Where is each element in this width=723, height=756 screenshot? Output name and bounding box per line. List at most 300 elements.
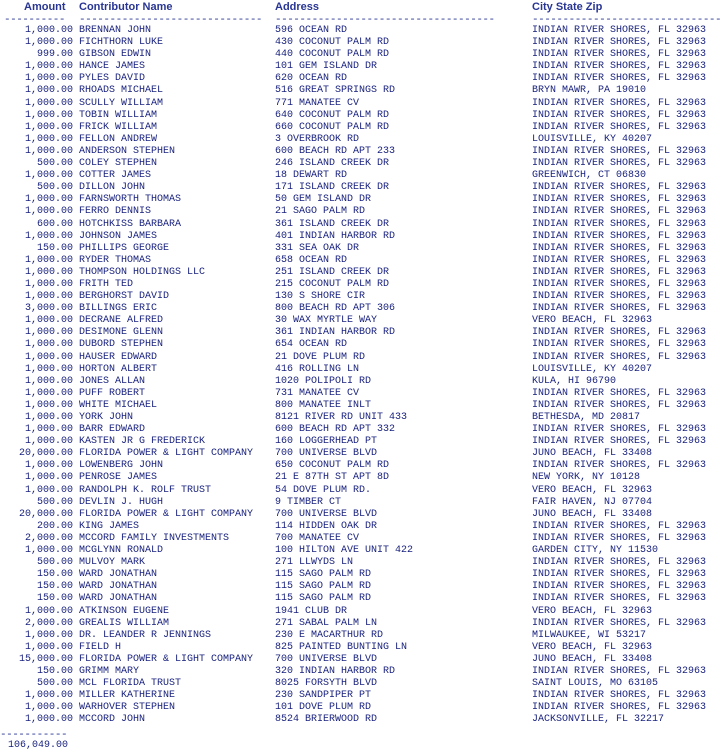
contributor-name-cell: MCCORD FAMILY INVESTMENTS <box>79 532 230 544</box>
amount-cell: 1,000.00 <box>24 460 73 472</box>
amount-cell: 150.00 <box>36 242 73 254</box>
address-cell: 246 ISLAND CREEK DR <box>275 158 390 170</box>
city-state-zip-cell: INDIAN RIVER SHORES, FL 32963 <box>532 49 707 61</box>
city-state-zip-cell: INDIAN RIVER SHORES, FL 32963 <box>532 97 707 109</box>
amount-cell: 1,000.00 <box>24 629 73 641</box>
contributor-name-cell: BILLINGS ERIC <box>79 303 158 315</box>
amount-cell: 1,000.00 <box>24 194 73 206</box>
amount-cell: 1,000.00 <box>24 133 73 145</box>
amount-cell: 2,000.00 <box>24 532 73 544</box>
amount-cell: 1,000.00 <box>24 266 73 278</box>
table-row <box>0 170 723 182</box>
address-cell: 660 COCONUT PALM RD <box>275 121 390 133</box>
address-cell: 271 LLWYDS LN <box>275 557 354 569</box>
contributor-name-cell: DEVLIN J. HUGH <box>79 496 164 508</box>
contributor-name-cell: PYLES DAVID <box>79 73 146 85</box>
city-state-zip-cell: BRYN MAWR, PA 19010 <box>532 85 647 97</box>
address-cell: 130 S SHORE CIR <box>275 291 366 303</box>
address-cell: 800 MANATEE INLT <box>275 399 372 411</box>
address-cell: 271 SABAL PALM LN <box>275 617 378 629</box>
contributor-name-cell: FELLON ANDREW <box>79 133 158 145</box>
table-row <box>0 49 723 61</box>
amount-cell: 1,000.00 <box>24 714 73 726</box>
address-cell: 800 BEACH RD APT 306 <box>275 303 396 315</box>
contributor-name-cell: MCCORD JOHN <box>79 714 146 726</box>
table-row <box>0 327 723 339</box>
amount-cell: 600.00 <box>36 218 73 230</box>
city-state-zip-cell: INDIAN RIVER SHORES, FL 32963 <box>532 690 707 702</box>
city-state-zip-cell: INDIAN RIVER SHORES, FL 32963 <box>532 230 707 242</box>
table-row <box>0 37 723 49</box>
address-cell: 30 WAX MYRTLE WAY <box>275 315 378 327</box>
contributor-name-cell: FLORIDA POWER & LIGHT COMPANY <box>79 508 254 520</box>
city-state-zip-cell: JACKSONVILLE, FL 32217 <box>532 714 665 726</box>
contributor-name-cell: HANCE JAMES <box>79 61 146 73</box>
city-state-zip-cell: INDIAN RIVER SHORES, FL 32963 <box>532 303 707 315</box>
contributor-name-cell: ANDERSON STEPHEN <box>79 145 176 157</box>
contributor-name-cell: HAUSER EDWARD <box>79 351 158 363</box>
contributor-name-cell: DILLON JOHN <box>79 182 146 194</box>
table-row <box>0 400 723 412</box>
table-row <box>0 654 723 666</box>
address-cell: 658 OCEAN RD <box>275 254 348 266</box>
address-cell: 650 COCONUT PALM RD <box>275 460 390 472</box>
table-row <box>0 509 723 521</box>
address-cell: 771 MANATEE CV <box>275 97 360 109</box>
city-state-zip-cell: VERO BEACH, FL 32963 <box>532 641 653 653</box>
contributor-name-cell: WARHOVER STEPHEN <box>79 702 176 714</box>
address-cell: 361 INDIAN HARBOR RD <box>275 327 396 339</box>
address-cell: 516 GREAT SPRINGS RD <box>275 85 396 97</box>
amount-cell: 150.00 <box>36 593 73 605</box>
amount-cell: 1,000.00 <box>24 145 73 157</box>
table-row <box>0 339 723 351</box>
contributor-name-cell: FERRO DENNIS <box>79 206 152 218</box>
address-cell: 1941 CLUB DR <box>275 605 348 617</box>
table-row <box>0 557 723 569</box>
amount-cell: 1,000.00 <box>24 278 73 290</box>
contributor-name-cell: FLORIDA POWER & LIGHT COMPANY <box>79 448 254 460</box>
city-state-zip-cell: INDIAN RIVER SHORES, FL 32963 <box>532 581 707 593</box>
city-state-zip-cell: JUNO BEACH, FL 33408 <box>532 508 653 520</box>
table-row <box>0 690 723 702</box>
amount-cell: 500.00 <box>36 678 73 690</box>
amount-cell: 1,000.00 <box>24 254 73 266</box>
address-cell: 171 ISLAND CREEK DR <box>275 182 390 194</box>
city-state-zip-cell: INDIAN RIVER SHORES, FL 32963 <box>532 520 707 532</box>
contributor-name-cell: FIELD H <box>79 641 122 653</box>
amount-cell: 1,000.00 <box>24 315 73 327</box>
amount-cell: 1,000.00 <box>24 690 73 702</box>
table-row <box>0 412 723 424</box>
table-row <box>0 73 723 85</box>
header-city-state-zip: City State Zip <box>532 1 603 13</box>
contributor-name-cell: ATKINSON EUGENE <box>79 605 170 617</box>
address-cell: 50 GEM ISLAND DR <box>275 194 372 206</box>
contributor-name-cell: COLEY STEPHEN <box>79 158 158 170</box>
rule-address: ------------------------------------ <box>275 14 495 26</box>
contributor-name-cell: DESIMONE GLENN <box>79 327 164 339</box>
address-cell: 8025 FORSYTH BLVD <box>275 678 378 690</box>
amount-cell: 1,000.00 <box>24 484 73 496</box>
address-cell: 115 SAGO PALM RD <box>275 593 372 605</box>
amount-cell: 500.00 <box>36 557 73 569</box>
table-row <box>0 182 723 194</box>
contributor-name-cell: MULVOY MARK <box>79 557 146 569</box>
city-state-zip-cell: LOUISVILLE, KY 40207 <box>532 133 653 145</box>
rule-total: ----------- <box>0 729 68 741</box>
amount-cell: 1,000.00 <box>24 351 73 363</box>
contributor-name-cell: FARNSWORTH THOMAS <box>79 194 182 206</box>
table-row <box>0 122 723 134</box>
contributor-name-cell: RANDOLPH K. ROLF TRUST <box>79 484 212 496</box>
table-row <box>0 267 723 279</box>
city-state-zip-cell: FAIR HAVEN, NJ 07704 <box>532 496 653 508</box>
city-state-zip-cell: INDIAN RIVER SHORES, FL 32963 <box>532 242 707 254</box>
amount-cell: 1,000.00 <box>24 61 73 73</box>
contributor-name-cell: BERGHORST DAVID <box>79 291 170 303</box>
table-row <box>0 533 723 545</box>
address-cell: 731 MANATEE CV <box>275 387 360 399</box>
address-cell: 21 DOVE PLUM RD <box>275 351 366 363</box>
amount-cell: 3,000.00 <box>24 303 73 315</box>
city-state-zip-cell: INDIAN RIVER SHORES, FL 32963 <box>532 73 707 85</box>
contributor-name-cell: THOMPSON HOLDINGS LLC <box>79 266 206 278</box>
city-state-zip-cell: INDIAN RIVER SHORES, FL 32963 <box>532 291 707 303</box>
contributor-name-cell: TOBIN WILLIAM <box>79 109 158 121</box>
contributor-name-cell: WHITE MICHAEL <box>79 399 158 411</box>
city-state-zip-cell: INDIAN RIVER SHORES, FL 32963 <box>532 158 707 170</box>
amount-cell: 1,000.00 <box>24 436 73 448</box>
table-row <box>0 678 723 690</box>
city-state-zip-cell: INDIAN RIVER SHORES, FL 32963 <box>532 61 707 73</box>
amount-cell: 1,000.00 <box>24 472 73 484</box>
city-state-zip-cell: JUNO BEACH, FL 33408 <box>532 448 653 460</box>
amount-cell: 1,000.00 <box>24 545 73 557</box>
address-cell: 9 TIMBER CT <box>275 496 342 508</box>
city-state-zip-cell: INDIAN RIVER SHORES, FL 32963 <box>532 399 707 411</box>
address-cell: 320 INDIAN HARBOR RD <box>275 665 396 677</box>
city-state-zip-cell: MILWAUKEE, WI 53217 <box>532 629 647 641</box>
contributor-name-cell: FRICK WILLIAM <box>79 121 158 133</box>
amount-cell: 1,000.00 <box>24 641 73 653</box>
amount-cell: 150.00 <box>36 665 73 677</box>
table-row <box>0 291 723 303</box>
contributor-name-cell: GIBSON EDWIN <box>79 49 152 61</box>
amount-cell: 15,000.00 <box>18 653 73 665</box>
address-cell: 825 PAINTED BUNTING LN <box>275 641 408 653</box>
address-cell: 8121 RIVER RD UNIT 433 <box>275 412 408 423</box>
contributor-name-cell: BRENNAN JOHN <box>79 25 152 36</box>
address-cell: 54 DOVE PLUM RD. <box>275 484 372 496</box>
contributor-name-cell: SCULLY WILLIAM <box>79 97 164 109</box>
contributor-name-cell: MCL FLORIDA TRUST <box>79 678 182 690</box>
amount-cell: 1,000.00 <box>24 97 73 109</box>
contribution-rows <box>0 25 723 726</box>
table-row <box>0 545 723 557</box>
table-row <box>0 521 723 533</box>
amount-cell: 1,000.00 <box>24 399 73 411</box>
address-cell: 596 OCEAN RD <box>275 25 348 36</box>
table-row <box>0 194 723 206</box>
contributor-name-cell: BARR EDWARD <box>79 424 146 436</box>
address-cell: 700 MANATEE CV <box>275 532 360 544</box>
amount-cell: 500.00 <box>36 158 73 170</box>
address-cell: 700 UNIVERSE BLVD <box>275 653 378 665</box>
contributor-name-cell: HOTCHKISS BARBARA <box>79 218 182 230</box>
amount-cell: 20,000.00 <box>18 508 73 520</box>
contributor-name-cell: JOHNSON JAMES <box>79 230 158 242</box>
amount-cell: 1,000.00 <box>24 363 73 375</box>
address-cell: 640 COCONUT PALM RD <box>275 109 390 121</box>
address-cell: 416 ROLLING LN <box>275 363 360 375</box>
amount-cell: 1,000.00 <box>24 412 73 423</box>
table-row <box>0 388 723 400</box>
city-state-zip-cell: GARDEN CITY, NY 11530 <box>532 545 659 557</box>
address-cell: 440 COCONUT PALM RD <box>275 49 390 61</box>
city-state-zip-cell: INDIAN RIVER SHORES, FL 32963 <box>532 702 707 714</box>
amount-cell: 1,000.00 <box>24 206 73 218</box>
amount-cell: 1,000.00 <box>24 702 73 714</box>
address-cell: 654 OCEAN RD <box>275 339 348 351</box>
city-state-zip-cell: INDIAN RIVER SHORES, FL 32963 <box>532 266 707 278</box>
city-state-zip-cell: INDIAN RIVER SHORES, FL 32963 <box>532 25 707 36</box>
table-row <box>0 25 723 37</box>
amount-cell: 1,000.00 <box>24 73 73 85</box>
contributor-name-cell: COTTER JAMES <box>79 170 152 182</box>
contributor-name-cell: WARD JONATHAN <box>79 569 158 581</box>
city-state-zip-cell: INDIAN RIVER SHORES, FL 32963 <box>532 254 707 266</box>
address-cell: 700 UNIVERSE BLVD <box>275 448 378 460</box>
amount-cell: 150.00 <box>36 581 73 593</box>
address-cell: 21 E 87TH ST APT 8D <box>275 472 390 484</box>
amount-cell: 1,000.00 <box>24 230 73 242</box>
table-row <box>0 497 723 509</box>
contributor-name-cell: FICHTHORN LUKE <box>79 37 164 49</box>
contributor-name-cell: WARD JONATHAN <box>79 593 158 605</box>
table-row <box>0 98 723 110</box>
table-row <box>0 642 723 654</box>
city-state-zip-cell: VERO BEACH, FL 32963 <box>532 605 653 617</box>
city-state-zip-cell: INDIAN RIVER SHORES, FL 32963 <box>532 424 707 436</box>
address-cell: 115 SAGO PALM RD <box>275 569 372 581</box>
amount-cell: 1,000.00 <box>24 121 73 133</box>
address-cell: 230 SANDPIPER PT <box>275 690 372 702</box>
contributor-name-cell: KING JAMES <box>79 520 140 532</box>
contributor-name-cell: HORTON ALBERT <box>79 363 158 375</box>
contributor-name-cell: GREALIS WILLIAM <box>79 617 170 629</box>
address-cell: 115 SAGO PALM RD <box>275 581 372 593</box>
contributor-name-cell: FRITH TED <box>79 278 134 290</box>
city-state-zip-cell: INDIAN RIVER SHORES, FL 32963 <box>532 182 707 194</box>
contributor-name-cell: DECRANE ALFRED <box>79 315 164 327</box>
amount-cell: 1,000.00 <box>24 109 73 121</box>
table-row <box>0 231 723 243</box>
address-cell: 3 OVERBROOK RD <box>275 133 360 145</box>
table-row <box>0 315 723 327</box>
amount-cell: 1,000.00 <box>24 339 73 351</box>
city-state-zip-cell: INDIAN RIVER SHORES, FL 32963 <box>532 121 707 133</box>
table-row <box>0 134 723 146</box>
address-cell: 160 LOGGERHEAD PT <box>275 436 378 448</box>
contributor-name-cell: PUFF ROBERT <box>79 387 146 399</box>
address-cell: 101 DOVE PLUM RD <box>275 702 372 714</box>
table-row <box>0 630 723 642</box>
total-amount: 106,049.00 <box>8 740 69 751</box>
rule-amount: ---------- <box>4 14 66 26</box>
table-row <box>0 255 723 267</box>
contributor-name-cell: PHILLIPS GEORGE <box>79 242 170 254</box>
city-state-zip-cell: INDIAN RIVER SHORES, FL 32963 <box>532 665 707 677</box>
contributor-name-cell: WARD JONATHAN <box>79 581 158 593</box>
city-state-zip-cell: INDIAN RIVER SHORES, FL 32963 <box>532 593 707 605</box>
city-state-zip-cell: INDIAN RIVER SHORES, FL 32963 <box>532 206 707 218</box>
amount-cell: 1,000.00 <box>24 291 73 303</box>
table-row <box>0 158 723 170</box>
city-state-zip-cell: SAINT LOUIS, MO 63105 <box>532 678 659 690</box>
address-cell: 620 OCEAN RD <box>275 73 348 85</box>
amount-cell: 1,000.00 <box>24 85 73 97</box>
amount-cell: 500.00 <box>36 496 73 508</box>
contributor-name-cell: LOWENBERG JOHN <box>79 460 164 472</box>
address-cell: 100 HILTON AVE UNIT 422 <box>275 545 414 557</box>
city-state-zip-cell: INDIAN RIVER SHORES, FL 32963 <box>532 436 707 448</box>
address-cell: 230 E MACARTHUR RD <box>275 629 384 641</box>
contributor-name-cell: YORK JOHN <box>79 412 134 423</box>
table-row <box>0 219 723 231</box>
contributor-name-cell: RYDER THOMAS <box>79 254 152 266</box>
city-state-zip-cell: VERO BEACH, FL 32963 <box>532 484 653 496</box>
header-address: Address <box>275 1 320 13</box>
city-state-zip-cell: INDIAN RIVER SHORES, FL 32963 <box>532 194 707 206</box>
city-state-zip-cell: JUNO BEACH, FL 33408 <box>532 653 653 665</box>
table-row <box>0 61 723 73</box>
table-row <box>0 569 723 581</box>
city-state-zip-cell: INDIAN RIVER SHORES, FL 32963 <box>532 387 707 399</box>
table-row <box>0 593 723 605</box>
amount-cell: 20,000.00 <box>18 448 73 460</box>
table-row <box>0 352 723 364</box>
contributor-name-cell: DUBORD STEPHEN <box>79 339 164 351</box>
address-cell: 700 UNIVERSE BLVD <box>275 508 378 520</box>
address-cell: 1020 POLIPOLI RD <box>275 375 372 387</box>
city-state-zip-cell: INDIAN RIVER SHORES, FL 32963 <box>532 569 707 581</box>
address-cell: 251 ISLAND CREEK DR <box>275 266 390 278</box>
city-state-zip-cell: LOUISVILLE, KY 40207 <box>532 363 653 375</box>
table-row <box>0 303 723 315</box>
table-row <box>0 702 723 714</box>
contributor-name-cell: PENROSE JAMES <box>79 472 158 484</box>
rule-contributor: ------------------------------ <box>79 14 263 26</box>
address-cell: 101 GEM ISLAND DR <box>275 61 378 73</box>
contributor-name-cell: GRIMM MARY <box>79 665 140 677</box>
amount-cell: 2,000.00 <box>24 617 73 629</box>
table-row <box>0 206 723 218</box>
city-state-zip-cell: BETHESDA, MD 20817 <box>532 412 641 423</box>
city-state-zip-cell: GREENWICH, CT 06830 <box>532 170 647 182</box>
contributor-name-cell: DR. LEANDER R JENNINGS <box>79 629 212 641</box>
city-state-zip-cell: VERO BEACH, FL 32963 <box>532 315 653 327</box>
table-row <box>0 472 723 484</box>
city-state-zip-cell: INDIAN RIVER SHORES, FL 32963 <box>532 460 707 472</box>
address-cell: 21 SAGO PALM RD <box>275 206 366 218</box>
address-cell: 8524 BRIERWOOD RD <box>275 714 378 726</box>
amount-cell: 1,000.00 <box>24 605 73 617</box>
table-row <box>0 110 723 122</box>
table-row <box>0 666 723 678</box>
city-state-zip-cell: INDIAN RIVER SHORES, FL 32963 <box>532 218 707 230</box>
address-cell: 331 SEA OAK DR <box>275 242 360 254</box>
amount-cell: 999.00 <box>36 49 73 61</box>
city-state-zip-cell: INDIAN RIVER SHORES, FL 32963 <box>532 351 707 363</box>
table-row <box>0 448 723 460</box>
city-state-zip-cell: INDIAN RIVER SHORES, FL 32963 <box>532 532 707 544</box>
table-row <box>0 85 723 97</box>
header-contributor-name: Contributor Name <box>79 1 173 13</box>
table-row <box>0 714 723 726</box>
city-state-zip-cell: INDIAN RIVER SHORES, FL 32963 <box>532 327 707 339</box>
amount-cell: 1,000.00 <box>24 387 73 399</box>
contributor-name-cell: MCGLYNN RONALD <box>79 545 164 557</box>
table-row <box>0 606 723 618</box>
amount-cell: 1,000.00 <box>24 170 73 182</box>
table-row <box>0 364 723 376</box>
header-amount: Amount <box>24 1 66 13</box>
address-cell: 430 COCONUT PALM RD <box>275 37 390 49</box>
city-state-zip-cell: NEW YORK, NY 10128 <box>532 472 641 484</box>
amount-cell: 200.00 <box>36 520 73 532</box>
table-row <box>0 424 723 436</box>
address-cell: 361 ISLAND CREEK DR <box>275 218 390 230</box>
address-cell: 600 BEACH RD APT 233 <box>275 145 396 157</box>
city-state-zip-cell: KULA, HI 96790 <box>532 375 617 387</box>
table-row <box>0 279 723 291</box>
city-state-zip-cell: INDIAN RIVER SHORES, FL 32963 <box>532 109 707 121</box>
address-cell: 600 BEACH RD APT 332 <box>275 424 396 436</box>
amount-cell: 500.00 <box>36 182 73 194</box>
contributor-name-cell: KASTEN JR G FREDERICK <box>79 436 206 448</box>
address-cell: 215 COCONUT PALM RD <box>275 278 390 290</box>
rule-city: ------------------------------- <box>532 14 722 26</box>
table-row <box>0 146 723 158</box>
city-state-zip-cell: INDIAN RIVER SHORES, FL 32963 <box>532 557 707 569</box>
amount-cell: 1,000.00 <box>24 25 73 36</box>
address-cell: 401 INDIAN HARBOR RD <box>275 230 396 242</box>
contributor-name-cell: FLORIDA POWER & LIGHT COMPANY <box>79 653 254 665</box>
amount-cell: 1,000.00 <box>24 375 73 387</box>
city-state-zip-cell: INDIAN RIVER SHORES, FL 32963 <box>532 37 707 49</box>
city-state-zip-cell: INDIAN RIVER SHORES, FL 32963 <box>532 617 707 629</box>
table-row <box>0 436 723 448</box>
contributor-name-cell: MILLER KATHERINE <box>79 690 176 702</box>
table-row <box>0 618 723 630</box>
contributor-name-cell: RHOADS MICHAEL <box>79 85 164 97</box>
amount-cell: 150.00 <box>36 569 73 581</box>
city-state-zip-cell: INDIAN RIVER SHORES, FL 32963 <box>532 278 707 290</box>
contributor-name-cell: JONES ALLAN <box>79 375 146 387</box>
amount-cell: 1,000.00 <box>24 424 73 436</box>
address-cell: 114 HIDDEN OAK DR <box>275 520 378 532</box>
amount-cell: 1,000.00 <box>24 327 73 339</box>
city-state-zip-cell: INDIAN RIVER SHORES, FL 32963 <box>532 145 707 157</box>
table-row <box>0 460 723 472</box>
table-row <box>0 243 723 255</box>
table-row <box>0 376 723 388</box>
city-state-zip-cell: INDIAN RIVER SHORES, FL 32963 <box>532 339 707 351</box>
table-row <box>0 485 723 497</box>
table-row <box>0 581 723 593</box>
amount-cell: 1,000.00 <box>24 37 73 49</box>
